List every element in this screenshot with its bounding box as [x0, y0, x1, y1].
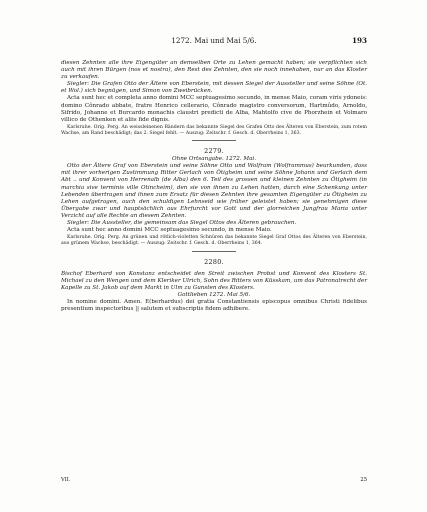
doc2278-text: Acta sunt hec et completa anno domini MCC septuagesimo secundo, in mense Maio, coram viris ydoneis: domino Cônrado abbate, fratre Henrico cellerario, Cônrado magistro conversorum, Hartmûdo, Arnoldo, Sifrido, Johanne et Burcardo monachis claustri predicti de Alba, Mahtolfo cive de Phorzhein et Volmaro villico de Othenken et aliis fide dignis.	[61, 95, 367, 123]
document-2279	[61, 147, 367, 247]
page-footer	[61, 477, 367, 483]
doc2278-summary-end: diesen Zehnten alle ihre Eigengüter an demselben Orte zu Lehen gemacht haben; sie verpflichten sich auch mit ihren Bürgen (nos et nostra), den Rest des Zehnten, den sie noch innehaben, nur an das Kloster zu verkaufen.	[61, 60, 367, 81]
signature-mark: 25	[360, 477, 367, 483]
doc2280-place-date: Gottlieben 1272. Mai 5/6.	[177, 291, 251, 298]
doc2280-text: In nomine domini. Amen. E(berhardus) dei gratia Constantiensis episcopus omnibus Christi fidelibus presentium inspectoribus || salutem et subscriptis fidem adhibere.	[61, 298, 367, 312]
running-header	[61, 36, 367, 45]
doc2278-source-note: Karlsruhe. Orig. Perg. An weissleinenen Bändern das bekannte Siegel des Grafen Otto des Älteren von Eberstein, zum rotem Wachse, am Rand beschädigt; das 2. Siegel fehlt. — Auszug: Zeitschr. f. Gesch. d. Oberrheins 1, 363.	[61, 124, 367, 137]
page-number: 193	[351, 36, 367, 45]
document-2278-continuation	[61, 60, 367, 137]
doc2278-sealers: Siegler: Die Grafen Otto der Ältere von Eberstein, mit dessen Siegel der Aussteller und seine Söhne (Ot. et Wol.) sich begnügen, und Simon von Zweibrücken.	[61, 81, 367, 95]
section-divider	[192, 140, 236, 141]
running-title: 1272. Mai und Mai 5/6.	[171, 36, 257, 45]
page-body	[61, 60, 367, 313]
doc2279-number: 2279.	[204, 147, 224, 156]
doc2279-sealers: Siegler: Die Aussteller, die gemeinsam das Siegel Ottos des Älteren gebrauchen.	[67, 220, 297, 226]
doc2279-source-note: Karlsruhe. Orig. Perg. An grünen und rötlich-violetten Schnüren das bekannte Siegel Graf Ottos des Älteren von Eberstein, aus grünem Wachse, beschädigt. — Auszug: Zeitschr. f. Gesch. d. Oberrheins 1, 364.	[61, 235, 367, 247]
doc2279-summary: Otto der Ältere Graf von Eberstein und seine Söhne Otto und Wolfram (Wolframmus) beurkunden, dass mit ihrer vorherigen Zustimmung Ritter Gerlach von Ötigheim und seine Söhne Johann und Gerlach dem Abt .. und Konvent von Herrenalb (de Alba) den 6. Teil des grossen und kleinen Zehnten zu Ötigheim (in marchia sive terminis ville Otincheim), den sie von ihnen zu Lehen hatten, durch eine Schenkung unter Lebenden übertragen und ihnen zum Ersatz für diesen Zehnten ihre gesamten Eigengüter zu Ötigheim zu Lehen aufgetragen, auch den schuldigen Lehnseid wie früher geleistet haben; sie genehmigen diese Übergabe zwar und hauptsächlich aus Ehrfurcht vor Gott und der glorreichen Jungfrau Maria unter Verzicht auf alle Rechte an diesem Zehnten.	[61, 163, 367, 219]
document-2280	[61, 258, 367, 313]
doc2279-text: Acta sunt hec anno domini MCC septuagesimo secundo, in mense Maio.	[67, 227, 272, 234]
volume-mark: VII.	[61, 477, 71, 483]
doc2279-place-date: Ohne Ortsangabe. 1272. Mai.	[172, 156, 256, 163]
doc2280-number: 2280.	[204, 257, 224, 266]
section-divider	[192, 251, 236, 252]
doc2280-summary: Bischof Eberhard von Konstanz entscheidet den Streit zwischen Probst und Konvent des Klosters St. Michael zu den Wengen und dem Kleriker Ulrich, Sohn des Ritters von Küsskam, um das Patronatrecht der Kapelle zu St. Jakob auf dem Markt in Ulm zu Gunsten des Klosters.	[61, 270, 367, 291]
